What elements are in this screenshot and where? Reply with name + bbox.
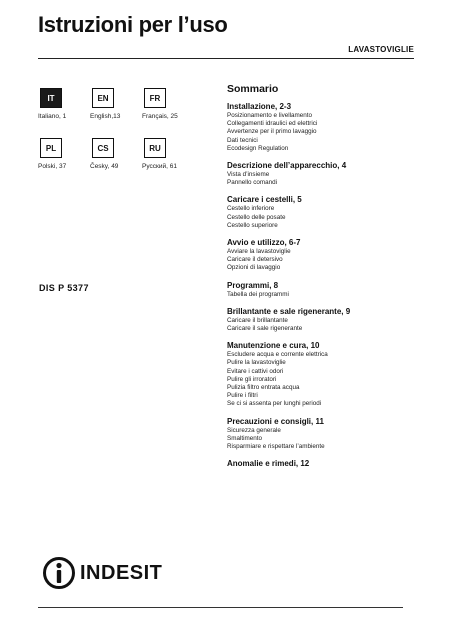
toc-title: Sommario xyxy=(227,83,279,95)
toc-section xyxy=(227,459,417,469)
toc-item[interactable]: Opzioni di lavaggio xyxy=(227,264,281,272)
language-code-cs: CS xyxy=(92,138,114,158)
language-caption-cs: Česky, 49 xyxy=(90,163,119,170)
toc-item[interactable]: Se ci si assenta per lunghi periodi xyxy=(227,400,322,408)
language-code-pl: PL xyxy=(40,138,62,158)
toc-item[interactable]: Pulire i filtri xyxy=(227,392,258,400)
toc-section xyxy=(227,341,417,408)
document-title: Istruzioni per l’uso xyxy=(38,12,228,37)
toc-section xyxy=(227,307,417,333)
toc-item[interactable]: Caricare il sale rigenerante xyxy=(227,325,303,333)
toc-item[interactable]: Pulire la lavastoviglie xyxy=(227,359,286,367)
toc-item[interactable]: Evitare i cattivi odori xyxy=(227,367,284,375)
language-caption-pl: Polski, 37 xyxy=(38,163,67,170)
toc-section-title[interactable]: Anomalie e rimedi, 12 xyxy=(227,459,310,469)
toc-section-title[interactable]: Manutenzione e cura, 10 xyxy=(227,341,320,351)
language-caption-ru: Русский, 61 xyxy=(142,163,177,170)
toc-section-title[interactable]: Installazione, 2-3 xyxy=(227,102,292,111)
indesit-logo-icon xyxy=(42,556,76,590)
toc-section xyxy=(227,161,417,187)
model-number: DIS P 5377 xyxy=(39,283,89,293)
toc-item[interactable]: Pannello comandi xyxy=(227,179,278,187)
toc-item[interactable]: Pulire gli irroratori xyxy=(227,375,277,383)
toc-sections xyxy=(227,102,417,469)
language-pl[interactable] xyxy=(38,138,90,170)
toc-item[interactable]: Risparmiare e rispettare l’ambiente xyxy=(227,443,325,451)
toc-item[interactable]: Caricare il brillantante xyxy=(227,316,288,324)
toc-item[interactable]: Pulizia filtro entrata acqua xyxy=(227,384,300,392)
language-caption-en: English,13 xyxy=(90,113,121,120)
toc-item[interactable]: Dati tecnici xyxy=(227,136,258,144)
toc-item[interactable]: Avviare la lavastoviglie xyxy=(227,248,291,256)
toc-item[interactable]: Cestello superiore xyxy=(227,221,278,229)
brand-logo xyxy=(42,555,162,591)
toc-item[interactable]: Sicurezza generale xyxy=(227,426,281,434)
language-caption-it: Italiano, 1 xyxy=(38,113,67,120)
toc-section-title[interactable]: Descrizione dell’apparecchio, 4 xyxy=(227,161,347,171)
toc-item[interactable]: Tabella dei programmi xyxy=(227,290,289,298)
footer-divider xyxy=(38,607,403,608)
toc-section-title[interactable]: Brillantante e sale rigenerante, 9 xyxy=(227,306,351,316)
language-en[interactable] xyxy=(90,88,142,120)
table-of-contents xyxy=(227,83,417,477)
language-code-fr: FR xyxy=(144,88,166,108)
toc-section xyxy=(227,417,417,452)
language-code-it: IT xyxy=(40,88,62,108)
language-fr[interactable] xyxy=(142,88,194,120)
header-divider xyxy=(38,58,414,59)
toc-item[interactable]: Cestello inferiore xyxy=(227,205,275,213)
language-caption-fr: Français, 25 xyxy=(142,113,178,120)
language-it[interactable] xyxy=(38,88,90,120)
language-ru[interactable] xyxy=(142,138,194,170)
brand-name: INDESIT xyxy=(80,561,163,584)
toc-section-title[interactable]: Caricare i cestelli, 5 xyxy=(227,195,302,205)
toc-item[interactable]: Vista d’insieme xyxy=(227,171,270,179)
toc-section xyxy=(227,195,417,230)
toc-section xyxy=(227,281,417,299)
toc-item[interactable]: Smaltimento xyxy=(227,434,262,442)
toc-item[interactable]: Avvertenze per il primo lavaggio xyxy=(227,128,317,136)
toc-section xyxy=(227,238,417,273)
language-code-ru: RU xyxy=(144,138,166,158)
language-cs[interactable] xyxy=(90,138,142,170)
toc-section-title[interactable]: Precauzioni e consigli, 11 xyxy=(227,416,324,426)
toc-item[interactable]: Escludere acqua e corrente elettrica xyxy=(227,351,328,359)
toc-item[interactable]: Ecodesign Regulation xyxy=(227,144,289,152)
toc-item[interactable]: Collegamenti idraulici ed elettrici xyxy=(227,120,318,128)
toc-section-title[interactable]: Avvio e utilizzo, 6-7 xyxy=(227,238,301,248)
toc-item[interactable]: Cestello delle posate xyxy=(227,213,286,221)
language-code-en: EN xyxy=(92,88,114,108)
toc-section-title[interactable]: Programmi, 8 xyxy=(227,280,279,290)
toc-item[interactable]: Caricare il detersivo xyxy=(227,256,283,264)
toc-item[interactable]: Posizionamento e livellamento xyxy=(227,112,313,119)
product-category: LAVASTOVIGLIE xyxy=(348,45,414,54)
toc-section xyxy=(227,102,417,153)
